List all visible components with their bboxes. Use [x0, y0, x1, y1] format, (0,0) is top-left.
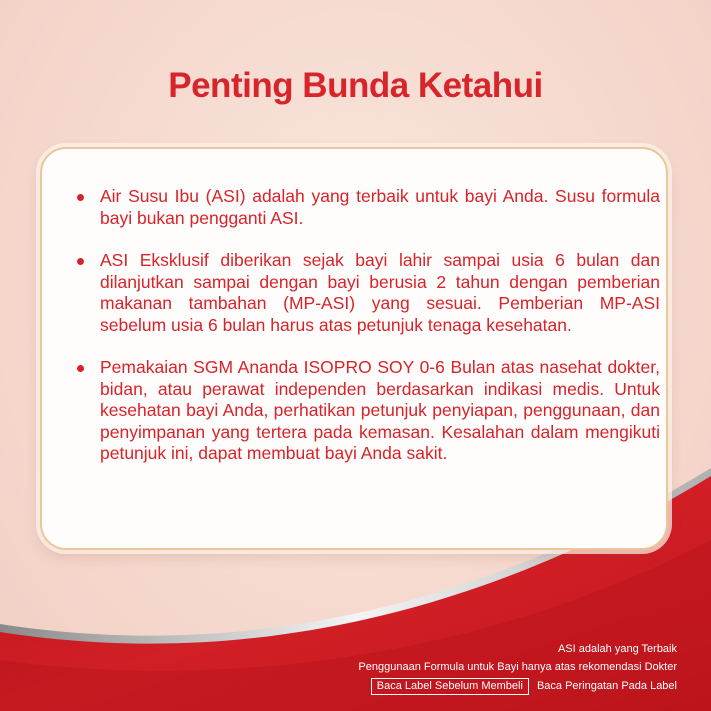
bullet-icon [77, 194, 84, 201]
notice-list [60, 186, 660, 465]
list-item-text: Air Susu Ibu (ASI) adalah yang terbaik untuk bayi Anda. Susu formula bayi bukan pengganti ASI. [100, 186, 660, 228]
bullet-icon [77, 365, 84, 372]
list-item-text: Pemakaian SGM Ananda ISOPRO SOY 0-6 Bulan atas nasehat dokter, bidan, atau perawat independen berdasarkan indikasi medis. Untuk kesehatan bayi Anda, perhatikan petunjuk penyiapan, penggunaan, dan penyimpanan yang tertera pada kemasan. Kesalahan dalam mengikuti petunjuk ini, dapat membuat bayi Anda sakit. [100, 357, 660, 463]
footer-line-3 [358, 676, 677, 695]
footer-disclaimer [358, 640, 677, 695]
list-item [60, 186, 660, 229]
footer-line-1: ASI adalah yang Terbaik [557, 643, 677, 655]
label-warning-badge: Baca Label Sebelum Membeli [371, 678, 529, 695]
list-item [60, 357, 660, 465]
list-item [60, 250, 660, 336]
footer-line-2: Penggunaan Formula untuk Bayi hanya atas rekomendasi Dokter [358, 661, 677, 673]
page-title: Penting Bunda Ketahui [168, 66, 543, 105]
footer-line-3-text: Baca Peringatan Pada Label [536, 679, 677, 692]
bullet-icon [77, 258, 84, 265]
list-item-text: ASI Eksklusif diberikan sejak bayi lahir sampai usia 6 bulan dan dilanjutkan sampai dengan bayi berusia 2 tahun dengan pemberian makanan tambahan (MP-ASI) yang sesuai. Pemberian MP-ASI sebelum usia 6 bulan harus atas petunjuk tenaga kesehatan. [100, 250, 660, 335]
